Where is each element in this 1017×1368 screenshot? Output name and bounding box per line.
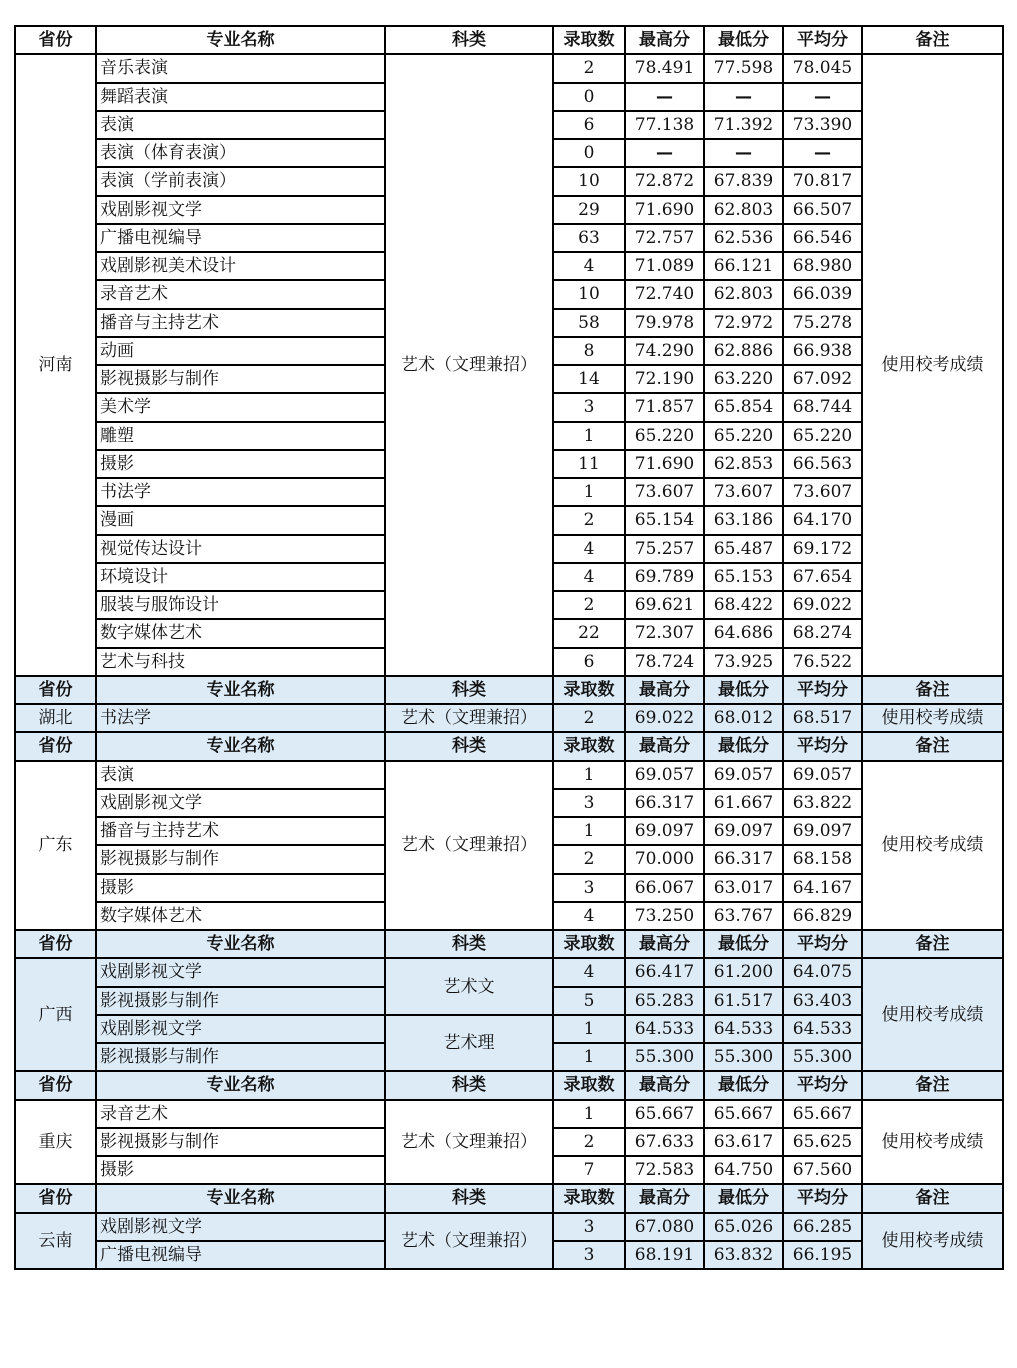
admitted-count-cell: 2 [553, 506, 625, 534]
major-name-cell: 摄影 [96, 450, 385, 478]
admitted-count-cell: 2 [553, 591, 625, 619]
major-name-cell: 书法学 [96, 478, 385, 506]
admitted-count-cell: 29 [553, 196, 625, 224]
header-note: 备注 [862, 1071, 1003, 1099]
avg-score-cell: 66.563 [783, 450, 862, 478]
header-row [15, 676, 1003, 704]
header-min-score: 最低分 [704, 26, 783, 54]
max-score-cell: 69.097 [625, 817, 704, 845]
header-row [15, 732, 1003, 760]
table-row [15, 704, 1003, 732]
header-admitted: 录取数 [553, 26, 625, 54]
major-name-cell: 录音艺术 [96, 280, 385, 308]
admitted-count-cell: 4 [553, 563, 625, 591]
category-cell: 艺术（文理兼招） [385, 1100, 553, 1185]
header-category: 科类 [385, 732, 553, 760]
max-score-cell: 71.690 [625, 196, 704, 224]
category-cell: 艺术（文理兼招） [385, 761, 553, 931]
major-name-cell: 艺术与科技 [96, 648, 385, 676]
avg-score-cell: 70.817 [783, 167, 862, 195]
major-name-cell: 美术学 [96, 393, 385, 421]
max-score-cell: 69.621 [625, 591, 704, 619]
major-name-cell: 数字媒体艺术 [96, 619, 385, 647]
major-name-cell: 摄影 [96, 874, 385, 902]
avg-score-cell: 66.039 [783, 280, 862, 308]
header-min-score: 最低分 [704, 732, 783, 760]
admitted-count-cell: 4 [553, 902, 625, 930]
major-name-cell: 广播电视编导 [96, 224, 385, 252]
avg-score-cell: — [783, 139, 862, 167]
min-score-cell: 62.803 [704, 280, 783, 308]
major-name-cell: 表演（学前表演） [96, 167, 385, 195]
min-score-cell: 65.667 [704, 1100, 783, 1128]
max-score-cell: 65.220 [625, 422, 704, 450]
avg-score-cell: 67.560 [783, 1156, 862, 1184]
max-score-cell: 72.583 [625, 1156, 704, 1184]
major-name-cell: 影视摄影与制作 [96, 845, 385, 873]
min-score-cell: 68.422 [704, 591, 783, 619]
avg-score-cell: 63.822 [783, 789, 862, 817]
major-name-cell: 音乐表演 [96, 54, 385, 82]
min-score-cell: 64.686 [704, 619, 783, 647]
avg-score-cell: 65.667 [783, 1100, 862, 1128]
admitted-count-cell: 10 [553, 167, 625, 195]
major-name-cell: 影视摄影与制作 [96, 1128, 385, 1156]
admitted-count-cell: 4 [553, 958, 625, 986]
min-score-cell: 69.097 [704, 817, 783, 845]
admitted-count-cell: 6 [553, 648, 625, 676]
min-score-cell: 63.186 [704, 506, 783, 534]
min-score-cell: 67.839 [704, 167, 783, 195]
min-score-cell: 63.832 [704, 1241, 783, 1269]
max-score-cell: 67.080 [625, 1213, 704, 1241]
avg-score-cell: 69.022 [783, 591, 862, 619]
major-name-cell: 戏剧影视美术设计 [96, 252, 385, 280]
admitted-count-cell: 7 [553, 1156, 625, 1184]
major-name-cell: 影视摄影与制作 [96, 987, 385, 1015]
max-score-cell: 68.191 [625, 1241, 704, 1269]
min-score-cell: — [704, 139, 783, 167]
header-major: 专业名称 [96, 26, 385, 54]
header-province: 省份 [15, 1071, 96, 1099]
max-score-cell: 78.491 [625, 54, 704, 82]
major-name-cell: 表演 [96, 111, 385, 139]
max-score-cell: 72.757 [625, 224, 704, 252]
province-cell: 云南 [15, 1213, 96, 1270]
admitted-count-cell: 1 [553, 478, 625, 506]
min-score-cell: 64.750 [704, 1156, 783, 1184]
note-cell: 使用校考成绩 [862, 958, 1003, 1071]
major-name-cell: 戏剧影视文学 [96, 958, 385, 986]
admitted-count-cell: 3 [553, 874, 625, 902]
note-cell: 使用校考成绩 [862, 1100, 1003, 1185]
header-row [15, 930, 1003, 958]
min-score-cell: 61.667 [704, 789, 783, 817]
avg-score-cell: 64.167 [783, 874, 862, 902]
major-name-cell: 漫画 [96, 506, 385, 534]
avg-score-cell: 73.390 [783, 111, 862, 139]
header-avg-score: 平均分 [783, 26, 862, 54]
header-category: 科类 [385, 26, 553, 54]
admitted-count-cell: 1 [553, 761, 625, 789]
header-category: 科类 [385, 676, 553, 704]
min-score-cell: 63.617 [704, 1128, 783, 1156]
major-name-cell: 播音与主持艺术 [96, 817, 385, 845]
min-score-cell: 63.017 [704, 874, 783, 902]
max-score-cell: 71.857 [625, 393, 704, 421]
max-score-cell: 77.138 [625, 111, 704, 139]
avg-score-cell: 66.285 [783, 1213, 862, 1241]
header-max-score: 最高分 [625, 732, 704, 760]
admitted-count-cell: 2 [553, 845, 625, 873]
max-score-cell: 64.533 [625, 1015, 704, 1043]
header-major: 专业名称 [96, 930, 385, 958]
admitted-count-cell: 4 [553, 535, 625, 563]
avg-score-cell: 66.546 [783, 224, 862, 252]
header-min-score: 最低分 [704, 1184, 783, 1212]
avg-score-cell: 69.097 [783, 817, 862, 845]
header-admitted: 录取数 [553, 1071, 625, 1099]
max-score-cell: — [625, 83, 704, 111]
admitted-count-cell: 3 [553, 1213, 625, 1241]
min-score-cell: 65.026 [704, 1213, 783, 1241]
avg-score-cell: 69.172 [783, 535, 862, 563]
avg-score-cell: 66.829 [783, 902, 862, 930]
admitted-count-cell: 6 [553, 111, 625, 139]
category-cell: 艺术（文理兼招） [385, 54, 553, 676]
min-score-cell: 65.220 [704, 422, 783, 450]
avg-score-cell: 69.057 [783, 761, 862, 789]
avg-score-cell: 73.607 [783, 478, 862, 506]
max-score-cell: 65.283 [625, 987, 704, 1015]
province-cell: 重庆 [15, 1100, 96, 1185]
avg-score-cell: 76.522 [783, 648, 862, 676]
header-avg-score: 平均分 [783, 1184, 862, 1212]
province-cell: 湖北 [15, 704, 96, 732]
header-note: 备注 [862, 676, 1003, 704]
max-score-cell: 66.317 [625, 789, 704, 817]
table-row [15, 958, 1003, 986]
max-score-cell: 70.000 [625, 845, 704, 873]
header-category: 科类 [385, 1184, 553, 1212]
avg-score-cell: 66.195 [783, 1241, 862, 1269]
note-cell: 使用校考成绩 [862, 704, 1003, 732]
max-score-cell: 65.667 [625, 1100, 704, 1128]
header-min-score: 最低分 [704, 676, 783, 704]
max-score-cell: 69.789 [625, 563, 704, 591]
admitted-count-cell: 11 [553, 450, 625, 478]
header-max-score: 最高分 [625, 1184, 704, 1212]
admitted-count-cell: 0 [553, 83, 625, 111]
header-category: 科类 [385, 1071, 553, 1099]
max-score-cell: 71.690 [625, 450, 704, 478]
max-score-cell: 78.724 [625, 648, 704, 676]
avg-score-cell: 68.744 [783, 393, 862, 421]
avg-score-cell: 64.170 [783, 506, 862, 534]
admitted-count-cell: 3 [553, 1241, 625, 1269]
min-score-cell: 62.853 [704, 450, 783, 478]
max-score-cell: 72.872 [625, 167, 704, 195]
major-name-cell: 表演 [96, 761, 385, 789]
header-category: 科类 [385, 930, 553, 958]
category-cell: 艺术（文理兼招） [385, 704, 553, 732]
min-score-cell: 69.057 [704, 761, 783, 789]
major-name-cell: 书法学 [96, 704, 385, 732]
header-max-score: 最高分 [625, 930, 704, 958]
max-score-cell: 73.250 [625, 902, 704, 930]
header-avg-score: 平均分 [783, 676, 862, 704]
province-cell: 广东 [15, 761, 96, 931]
max-score-cell: 65.154 [625, 506, 704, 534]
min-score-cell: 61.200 [704, 958, 783, 986]
avg-score-cell: 68.517 [783, 704, 862, 732]
header-avg-score: 平均分 [783, 1071, 862, 1099]
header-admitted: 录取数 [553, 930, 625, 958]
header-note: 备注 [862, 732, 1003, 760]
header-province: 省份 [15, 930, 96, 958]
note-cell: 使用校考成绩 [862, 1213, 1003, 1270]
major-name-cell: 广播电视编导 [96, 1241, 385, 1269]
major-name-cell: 戏剧影视文学 [96, 1015, 385, 1043]
major-name-cell: 视觉传达设计 [96, 535, 385, 563]
table-row [15, 54, 1003, 82]
note-cell: 使用校考成绩 [862, 761, 1003, 931]
admitted-count-cell: 2 [553, 1128, 625, 1156]
avg-score-cell: 67.092 [783, 365, 862, 393]
header-min-score: 最低分 [704, 930, 783, 958]
max-score-cell: 55.300 [625, 1043, 704, 1071]
min-score-cell: 64.533 [704, 1015, 783, 1043]
header-province: 省份 [15, 1184, 96, 1212]
major-name-cell: 录音艺术 [96, 1100, 385, 1128]
min-score-cell: 68.012 [704, 704, 783, 732]
admitted-count-cell: 63 [553, 224, 625, 252]
avg-score-cell: 65.220 [783, 422, 862, 450]
province-cell: 河南 [15, 54, 96, 676]
admitted-count-cell: 14 [553, 365, 625, 393]
avg-score-cell: 67.654 [783, 563, 862, 591]
header-max-score: 最高分 [625, 1071, 704, 1099]
min-score-cell: 62.536 [704, 224, 783, 252]
admitted-count-cell: 1 [553, 1043, 625, 1071]
min-score-cell: 62.803 [704, 196, 783, 224]
max-score-cell: — [625, 139, 704, 167]
category-cell: 艺术理 [385, 1015, 553, 1072]
header-major: 专业名称 [96, 732, 385, 760]
header-note: 备注 [862, 1184, 1003, 1212]
admitted-count-cell: 22 [553, 619, 625, 647]
min-score-cell: 73.607 [704, 478, 783, 506]
avg-score-cell: 66.938 [783, 337, 862, 365]
note-cell: 使用校考成绩 [862, 54, 1003, 676]
max-score-cell: 75.257 [625, 535, 704, 563]
header-max-score: 最高分 [625, 26, 704, 54]
admitted-count-cell: 8 [553, 337, 625, 365]
major-name-cell: 环境设计 [96, 563, 385, 591]
major-name-cell: 戏剧影视文学 [96, 1213, 385, 1241]
avg-score-cell: 65.625 [783, 1128, 862, 1156]
min-score-cell: 66.317 [704, 845, 783, 873]
header-max-score: 最高分 [625, 676, 704, 704]
admitted-count-cell: 58 [553, 309, 625, 337]
admitted-count-cell: 1 [553, 817, 625, 845]
admission-scores-table [14, 25, 1004, 1270]
major-name-cell: 表演（体育表演） [96, 139, 385, 167]
category-cell: 艺术文 [385, 958, 553, 1015]
avg-score-cell: 66.507 [783, 196, 862, 224]
table-row [15, 1100, 1003, 1128]
avg-score-cell: 78.045 [783, 54, 862, 82]
major-name-cell: 雕塑 [96, 422, 385, 450]
avg-score-cell: 64.533 [783, 1015, 862, 1043]
header-province: 省份 [15, 26, 96, 54]
admitted-count-cell: 3 [553, 789, 625, 817]
admitted-count-cell: 1 [553, 1100, 625, 1128]
avg-score-cell: 75.278 [783, 309, 862, 337]
header-avg-score: 平均分 [783, 732, 862, 760]
max-score-cell: 72.740 [625, 280, 704, 308]
max-score-cell: 66.067 [625, 874, 704, 902]
max-score-cell: 71.089 [625, 252, 704, 280]
min-score-cell: 73.925 [704, 648, 783, 676]
header-note: 备注 [862, 26, 1003, 54]
header-row [15, 1184, 1003, 1212]
header-row [15, 26, 1003, 54]
admitted-count-cell: 1 [553, 1015, 625, 1043]
header-major: 专业名称 [96, 1071, 385, 1099]
major-name-cell: 服装与服饰设计 [96, 591, 385, 619]
header-admitted: 录取数 [553, 676, 625, 704]
min-score-cell: — [704, 83, 783, 111]
major-name-cell: 戏剧影视文学 [96, 196, 385, 224]
header-note: 备注 [862, 930, 1003, 958]
province-cell: 广西 [15, 958, 96, 1071]
header-row [15, 1071, 1003, 1099]
admitted-count-cell: 5 [553, 987, 625, 1015]
avg-score-cell: 64.075 [783, 958, 862, 986]
table-row [15, 1213, 1003, 1241]
min-score-cell: 65.487 [704, 535, 783, 563]
max-score-cell: 79.978 [625, 309, 704, 337]
min-score-cell: 66.121 [704, 252, 783, 280]
avg-score-cell: 68.980 [783, 252, 862, 280]
min-score-cell: 65.153 [704, 563, 783, 591]
max-score-cell: 72.307 [625, 619, 704, 647]
admitted-count-cell: 3 [553, 393, 625, 421]
admitted-count-cell: 10 [553, 280, 625, 308]
major-name-cell: 影视摄影与制作 [96, 1043, 385, 1071]
major-name-cell: 戏剧影视文学 [96, 789, 385, 817]
major-name-cell: 动画 [96, 337, 385, 365]
header-min-score: 最低分 [704, 1071, 783, 1099]
table-row [15, 1015, 1003, 1043]
admitted-count-cell: 4 [553, 252, 625, 280]
max-score-cell: 69.057 [625, 761, 704, 789]
admitted-count-cell: 2 [553, 704, 625, 732]
min-score-cell: 72.972 [704, 309, 783, 337]
min-score-cell: 61.517 [704, 987, 783, 1015]
header-major: 专业名称 [96, 676, 385, 704]
min-score-cell: 55.300 [704, 1043, 783, 1071]
table-body [15, 26, 1003, 1269]
major-name-cell: 影视摄影与制作 [96, 365, 385, 393]
header-major: 专业名称 [96, 1184, 385, 1212]
max-score-cell: 69.022 [625, 704, 704, 732]
max-score-cell: 66.417 [625, 958, 704, 986]
header-province: 省份 [15, 732, 96, 760]
max-score-cell: 72.190 [625, 365, 704, 393]
avg-score-cell: 68.158 [783, 845, 862, 873]
category-cell: 艺术（文理兼招） [385, 1213, 553, 1270]
admitted-count-cell: 0 [553, 139, 625, 167]
min-score-cell: 65.854 [704, 393, 783, 421]
major-name-cell: 舞蹈表演 [96, 83, 385, 111]
header-avg-score: 平均分 [783, 930, 862, 958]
avg-score-cell: 55.300 [783, 1043, 862, 1071]
major-name-cell: 播音与主持艺术 [96, 309, 385, 337]
table-row [15, 761, 1003, 789]
min-score-cell: 77.598 [704, 54, 783, 82]
admitted-count-cell: 2 [553, 54, 625, 82]
admitted-count-cell: 1 [553, 422, 625, 450]
major-name-cell: 摄影 [96, 1156, 385, 1184]
header-admitted: 录取数 [553, 732, 625, 760]
avg-score-cell: 63.403 [783, 987, 862, 1015]
header-province: 省份 [15, 676, 96, 704]
avg-score-cell: 68.274 [783, 619, 862, 647]
max-score-cell: 67.633 [625, 1128, 704, 1156]
major-name-cell: 数字媒体艺术 [96, 902, 385, 930]
avg-score-cell: — [783, 83, 862, 111]
max-score-cell: 73.607 [625, 478, 704, 506]
min-score-cell: 63.220 [704, 365, 783, 393]
min-score-cell: 71.392 [704, 111, 783, 139]
min-score-cell: 62.886 [704, 337, 783, 365]
header-admitted: 录取数 [553, 1184, 625, 1212]
max-score-cell: 74.290 [625, 337, 704, 365]
min-score-cell: 63.767 [704, 902, 783, 930]
